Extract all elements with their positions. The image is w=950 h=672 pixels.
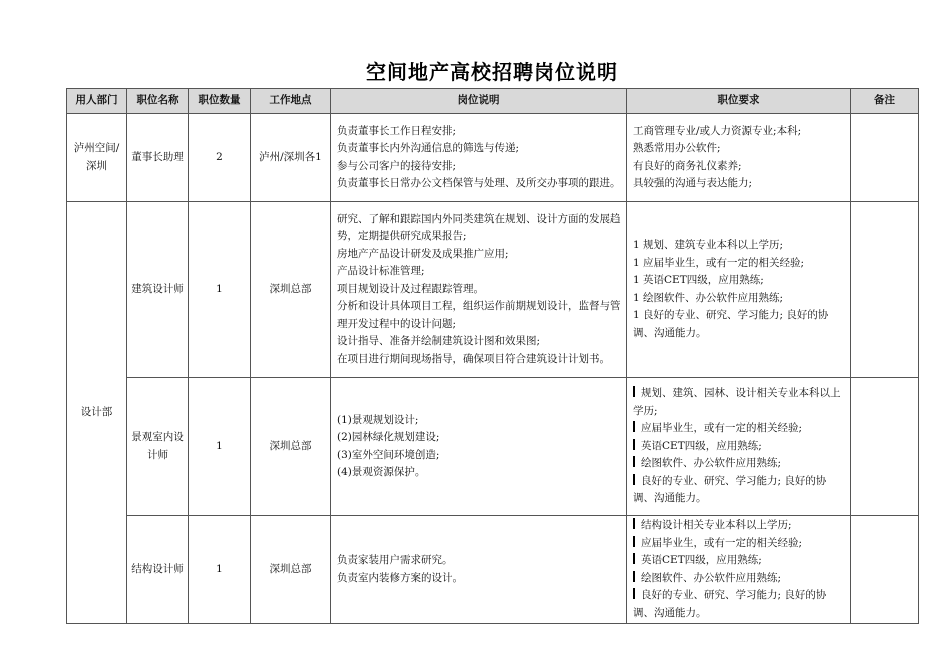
header-requirements: 职位要求 — [627, 89, 851, 114]
bullet-bar-icon — [633, 439, 635, 450]
location-cell: 深圳总部 — [251, 202, 331, 378]
location-cell: 泸州/深圳各1 — [251, 114, 331, 202]
requirement-line: 1 应届毕业生，或有一定的相关经验; — [633, 256, 805, 269]
requirements-cell — [627, 378, 851, 516]
header-note: 备注 — [851, 89, 919, 114]
duty-line: 研究、了解和跟踪国内外同类建筑在规划、设计方面的发展趋势，定期提供研究成果报告; — [337, 212, 621, 243]
table-row — [67, 114, 919, 202]
duty-line: 分析和设计具体项目工程，组织运作前期规划设计，监督与管理开发过程中的设计问题; — [337, 300, 621, 330]
duty-line: 设计指导、准备并绘制建筑设计图和效果图; — [337, 335, 541, 348]
requirements-cell — [627, 114, 851, 202]
requirement-line: 英语CET四级，应用熟练; — [633, 552, 846, 570]
requirement-line: 英语CET四级，应用熟练; — [633, 438, 846, 456]
requirement-line: 良好的专业、研究、学习能力; 良好的协调、沟通能力。 — [633, 589, 827, 619]
dept-cell: 设计部 — [67, 202, 127, 624]
duty-line: (4)景观资源保护。 — [337, 466, 426, 478]
position-cell: 建筑设计师 — [127, 202, 189, 378]
table-row — [67, 378, 919, 516]
dept-cell: 泸州空间/深圳 — [67, 114, 127, 202]
bullet-bar-icon — [633, 553, 635, 564]
header-location: 工作地点 — [251, 89, 331, 114]
bullet-bar-icon — [633, 421, 635, 432]
requirement-line: 熟悉常用办公软件; — [633, 142, 721, 154]
duties-cell — [331, 114, 627, 202]
bullet-bar-icon — [633, 518, 635, 529]
requirement-line: 规划、建筑、园林、设计相关专业本科以上学历; — [633, 387, 841, 417]
header-duties: 岗位说明 — [331, 89, 627, 114]
duty-line: 负责董事长工作日程安排; — [337, 124, 457, 137]
duty-line: (2)园林绿化规划建设; — [337, 431, 440, 443]
location-cell: 深圳总部 — [251, 516, 331, 624]
recruitment-table — [66, 88, 919, 624]
count-cell: 2 — [189, 114, 251, 202]
duty-line: 负责董事长日常办公文档保管与处理、及所交办事项的跟进。 — [337, 177, 621, 189]
requirement-line: 应届毕业生，或有一定的相关经验; — [633, 535, 846, 553]
requirement-line: 1 良好的专业、研究、学习能力; 良好的协调、沟通能力。 — [633, 309, 829, 339]
document-title: 空间地产高校招聘岗位说明 — [366, 60, 618, 84]
duty-line: 产品设计标准管理; — [337, 265, 425, 278]
duty-line: 参与公司客户的接待安排; — [337, 159, 457, 172]
bullet-bar-icon — [633, 571, 635, 582]
table-row — [67, 202, 919, 378]
location-cell: 深圳总部 — [251, 378, 331, 516]
requirements-cell — [627, 516, 851, 624]
duties-cell — [331, 516, 627, 624]
count-cell: 1 — [189, 202, 251, 378]
requirement-line: 有良好的商务礼仪素养; — [633, 159, 742, 172]
header-position: 职位名称 — [127, 89, 189, 114]
requirements-cell — [627, 202, 851, 378]
requirement-line: 绘图软件、办公软件应用熟练; — [633, 570, 846, 588]
note-cell — [851, 516, 919, 624]
duties-cell — [331, 202, 627, 378]
bullet-bar-icon — [633, 536, 635, 547]
bullet-bar-icon — [633, 456, 635, 467]
bullet-bar-icon — [633, 474, 635, 485]
header-row — [67, 89, 919, 114]
duty-line: 负责董事长内外沟通信息的筛选与传递; — [337, 142, 520, 154]
count-cell: 1 — [189, 378, 251, 516]
position-cell: 景观室内设计师 — [127, 378, 189, 516]
count-cell: 1 — [189, 516, 251, 624]
header-count: 职位数量 — [189, 89, 251, 114]
bullet-bar-icon — [633, 386, 635, 397]
table-row — [67, 516, 919, 624]
duty-line: (3)室外空间环境创造; — [337, 448, 440, 461]
requirement-line: 具较强的沟通与表达能力; — [633, 177, 753, 189]
requirement-line: 1 规划、建筑专业本科以上学历; — [633, 239, 784, 251]
requirement-line: 良好的专业、研究、学习能力; 良好的协调、沟通能力。 — [633, 474, 827, 505]
requirement-line: 1 英语CET四级，应用熟练; — [633, 274, 764, 286]
header-dept: 用人部门 — [67, 89, 127, 114]
duty-line: 负责室内装修方案的设计。 — [337, 571, 463, 584]
requirement-line: 结构设计相关专业本科以上学历; — [633, 517, 846, 535]
requirement-line: 1 绘图软件、办公软件应用熟练; — [633, 291, 784, 304]
duty-line: 在项目进行期间现场指导，确保项目符合建筑设计计划书。 — [337, 352, 610, 365]
duty-line: 负责家装用户需求研究。 — [337, 554, 453, 566]
requirement-line: 工商管理专业/或人力资源专业;本科; — [633, 124, 802, 137]
position-cell: 结构设计师 — [127, 516, 189, 624]
requirement-line: 应届毕业生，或有一定的相关经验; — [633, 420, 846, 438]
bullet-bar-icon — [633, 588, 635, 599]
note-cell — [851, 202, 919, 378]
note-cell — [851, 378, 919, 516]
position-cell: 董事长助理 — [127, 114, 189, 202]
duty-line: 项目规划设计及过程跟踪管理。 — [337, 282, 484, 295]
duties-cell — [331, 378, 627, 516]
duty-line: (1)景观规划设计; — [337, 413, 419, 426]
note-cell — [851, 114, 919, 202]
duty-line: 房地产产品设计研发及成果推广应用; — [337, 247, 509, 260]
requirement-line: 绘图软件、办公软件应用熟练; — [633, 455, 846, 473]
